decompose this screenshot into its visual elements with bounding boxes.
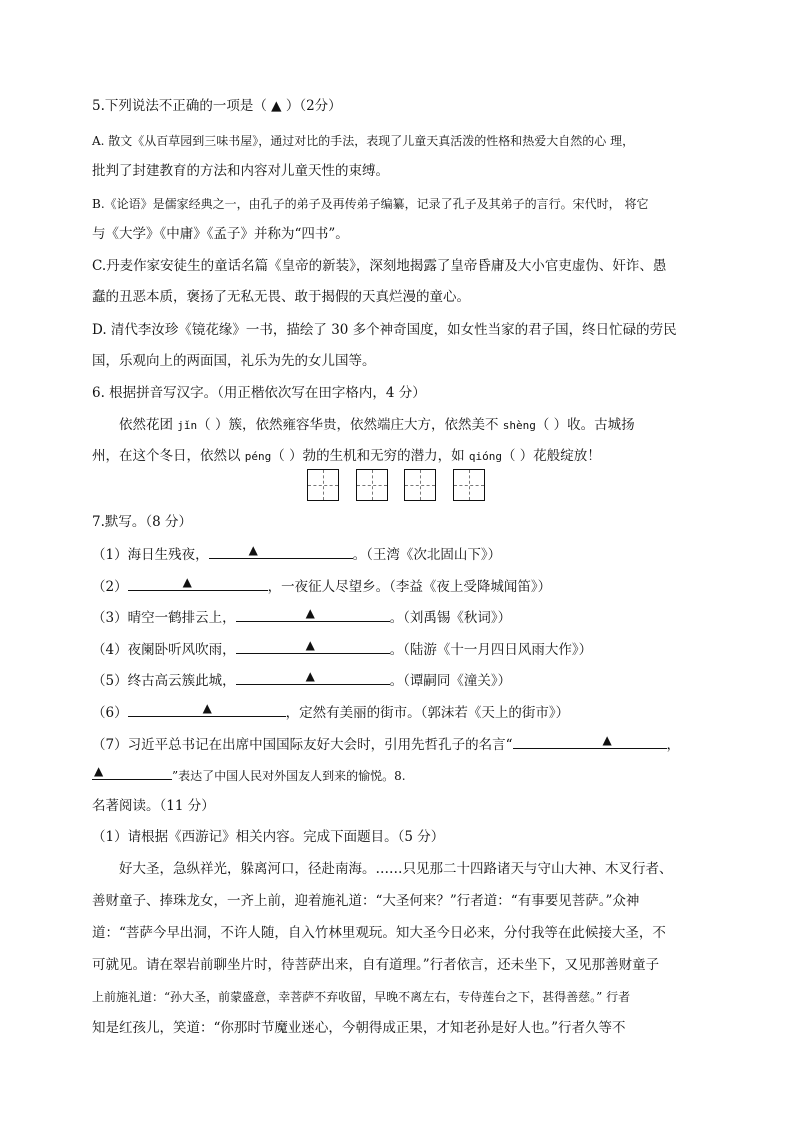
q7-item-text: （4）夜阑卧听风吹雨， (92, 642, 236, 658)
q7-item-text: （5）终古高云簇此城， (92, 673, 236, 689)
triangle-marker-icon: ▲ (602, 733, 612, 747)
q5-option-b-line1: B.《论语》是儒家经典之一，由孔子的弟子及再传弟子编纂，记录了孔子及其弟子的言行。宋代时， 将它 (92, 197, 649, 211)
q7-item-text: （2） (92, 579, 128, 595)
q5-option-d-line1: D. 清代李汝珍《镜花缘》一书，描绘了 30 多个神奇国度，如女性当家的君子国，终日忙碌的劳民 (92, 322, 677, 338)
q6-title: 6. 根据拼音写汉字。（用正楷依次写在田字格内，4 分） (92, 385, 426, 401)
q5-title: 5.下列说法不正确的一项是（ ▲ ）（2分） (92, 98, 342, 114)
tianzige-box[interactable] (307, 469, 339, 501)
answer-blank[interactable] (236, 638, 390, 654)
pinyin-qiong: qióng (468, 450, 503, 463)
q6-text: （ ）簇，依然雍容华贵，依然端庄大方，依然美不 (197, 417, 503, 433)
q5-option-a-line2: 批判了封建教育的方法和内容对儿童天性的束缚。 (92, 163, 389, 179)
q8-passage-line: 上前施礼道：“孙大圣，前蒙盛意，幸菩萨不弃收留，早晚不离左右，专侍莲台之下，甚得善慈。” 行者 (92, 990, 631, 1004)
q7-item-7-cont (92, 764, 406, 786)
answer-blank[interactable] (513, 733, 667, 749)
q7-item-text: （6） (92, 705, 128, 721)
q7-item-4 (92, 638, 592, 660)
q7-item-7 (92, 733, 680, 755)
tianzige-grid-row (307, 469, 487, 504)
triangle-marker-icon: ▲ (305, 669, 315, 683)
q8-passage-line: 可就见。请在翠岩前聊坐片时，待菩萨出来，自有道理。”行者依言，还未坐下，又见那善财童子 (92, 957, 660, 973)
triangle-marker-icon: ▲ (182, 575, 192, 589)
q5-option-d-line2: 国，乐观向上的两面国，礼乐为先的女儿国等。 (92, 353, 376, 369)
q5-option-a-line1: A. 散文《从百草园到三味书屋》，通过对比的手法，表现了儿童天真活泼的性格和热爱大自然的心 理， (92, 134, 635, 148)
q8-passage-line: 善财童子、捧珠龙女，一齐上前，迎着施礼道：“大圣何来？”行者道：“有事要见菩萨。”众神 (92, 893, 640, 909)
q7-item-source: 。（陆游《十一月四日风雨大作》） (389, 642, 593, 658)
q5-option-c-line1: C.丹麦作家安徒生的童话名篇《皇帝的新装》，深刻地揭露了皇帝昏庸及大小官吏虚伪、奸诈、愚 (92, 258, 667, 274)
answer-blank[interactable] (92, 764, 172, 780)
q7-item-text: （3）晴空一鹤排云上， (92, 610, 236, 626)
tianzige-box[interactable] (356, 469, 388, 501)
triangle-marker-icon: ▲ (94, 764, 104, 778)
q7-item-source: 。（谭嗣同《潼关》） (389, 673, 512, 689)
q7-item-source: ，一夜征人尽望乡。（李益《夜上受降城闻笛》） (267, 579, 552, 595)
q6-text: 依然花团 (119, 417, 178, 433)
q7-item-3 (92, 606, 511, 628)
tianzige-box[interactable] (453, 469, 485, 501)
answer-blank[interactable] (209, 543, 353, 559)
answer-blank[interactable] (128, 701, 286, 717)
q6-text: （ ）花般绽放！ (502, 448, 601, 464)
pinyin-sheng: shèng (502, 419, 536, 432)
q7-item-text: ”表达了中国人民对外国友人到来的愉悦。8. (172, 769, 406, 783)
q5-option-c-line2: 蠢的丑恶本质，褒扬了无私无畏、敢于揭假的天真烂漫的童心。 (92, 289, 470, 305)
q8-subquestion-1: （1）请根据《西游记》相关内容。完成下面题目。（5 分） (92, 829, 445, 845)
triangle-marker-icon: ▲ (202, 701, 212, 715)
q7-item-5 (92, 669, 511, 691)
tianzige-box[interactable] (404, 469, 436, 501)
pinyin-peng: péng (244, 450, 272, 463)
triangle-marker-icon: ▲ (248, 543, 258, 557)
q7-item-source: ，定然有美丽的街市。（郭沫若《天上的街市》） (285, 705, 570, 721)
answer-blank[interactable] (128, 575, 268, 591)
q7-item-text: （7）习近平总书记在出席中国国际友好大会时，引用先哲孔子的名言“ (92, 737, 513, 753)
q8-title: 名著阅读。（11 分） (92, 798, 215, 814)
pinyin-jin: jǐn (177, 419, 198, 432)
q8-passage-line: 好大圣，急纵祥光，躲离河口，径赴南海。……只见那二十四路诸天与守山大神、木叉行者、 (119, 861, 673, 877)
q7-item-6 (92, 701, 569, 723)
q7-item-1 (92, 543, 501, 565)
q7-item-text: （1）海日生残夜， (92, 547, 209, 563)
q7-item-source: 。（刘禹锡《秋词》） (389, 610, 512, 626)
q7-item-text: ， (666, 737, 680, 753)
answer-blank[interactable] (236, 669, 390, 685)
triangle-marker-icon: ▲ (305, 606, 315, 620)
q6-text: （ ）收。古城扬 (535, 417, 635, 433)
q6-text: 州，在这个冬日，依然以 (92, 448, 245, 464)
answer-blank[interactable] (236, 606, 390, 622)
q8-passage-line: 知是红孩儿，笑道：“你那时节魔业迷心，今朝得成正果，才知老孙是好人也。”行者久等不 (92, 1020, 626, 1036)
q6-text: （ ）勃的生机和无穷的潜力，如 (271, 448, 469, 464)
q7-item-source: 。（王湾《次北固山下》） (352, 547, 502, 563)
q6-passage-line2 (92, 446, 601, 467)
q7-item-2 (92, 575, 551, 597)
q5-option-b-line2: 与《大学》《中庸》《孟子》并称为“四书”。 (92, 226, 349, 242)
q8-passage-line: 道：“菩萨今早出洞，不许人随，自入竹林里观玩。知大圣今日必来，分付我等在此候接大圣，不 (92, 925, 666, 941)
q7-title: 7.默写。（8 分） (92, 514, 193, 530)
triangle-marker-icon: ▲ (305, 638, 315, 652)
q6-passage-line1 (119, 415, 635, 436)
